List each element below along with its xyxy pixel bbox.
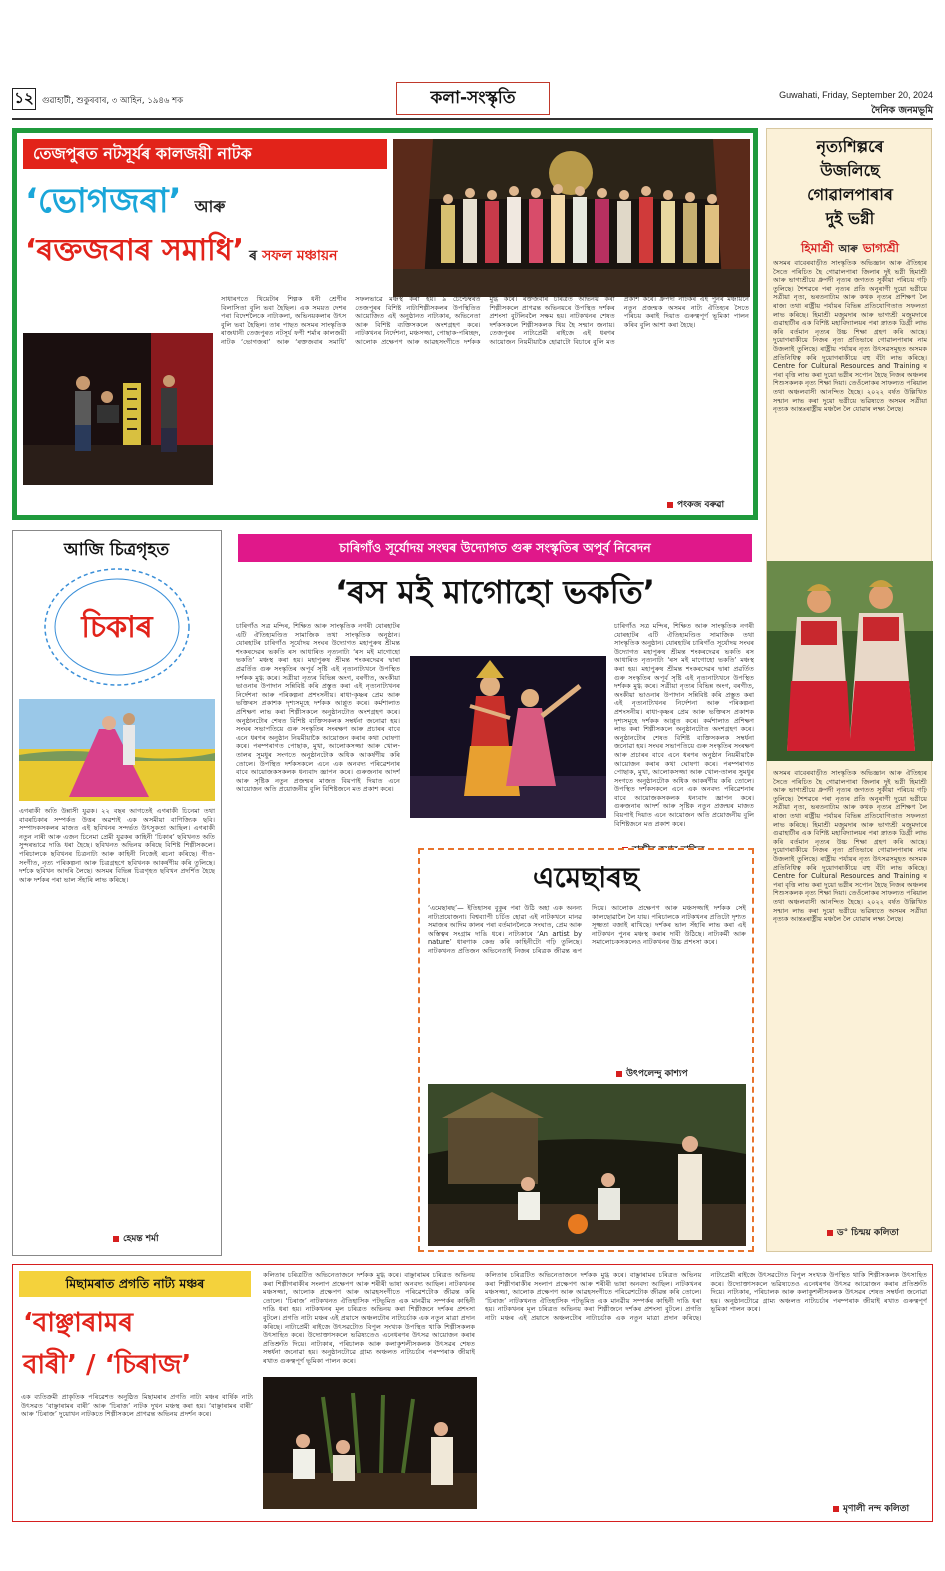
movie-title-badge (43, 567, 191, 687)
movie-still-photo (19, 699, 215, 801)
side-story (766, 128, 932, 1252)
bottom-title-2: বাৰী’ / ‘চিৰাজ’ (23, 1350, 192, 1380)
lead-title-suffix: ৰ (249, 248, 257, 264)
emesaurus-byline: উৎপলেন্দু কাশ্যপ (616, 1066, 688, 1081)
lead-title-1: ‘ভোগজৰা’ (25, 181, 182, 221)
bottom-intro: এক ব্যতিক্ৰমী প্ৰাকৃতিক পৰিৱেশত অনুষ্ঠিত মিছামৰাৰ প্ৰগতি নাট্য মঞ্চৰ বাৰ্ষিক নাট্য উৎসৱত ‘বাঞ্ছাৰামৰ বাৰী’ আৰু ‘চিৰাজ’ নাটক দুখন মঞ্চস্থ কৰা হয়। ‘বাঞ্ছাৰামৰ বাৰী’ আৰু ‘চিৰাজ’ দুয়োখন নাটকতে শিল্পীসকলে প্ৰাণৱন্ত অভিনয় প্ৰদৰ্শন কৰে। (21, 1393, 253, 1419)
dancers-photo (767, 561, 933, 761)
dancers-image (767, 561, 933, 761)
stage-photo (393, 139, 750, 297)
bottom-title-1: ‘বাঞ্ছাৰামৰ (23, 1308, 133, 1338)
side-subtitle-conj: আৰু (838, 244, 858, 255)
emesaurus-photo (428, 1084, 746, 1246)
bottom-stage-image (263, 1377, 477, 1509)
drama-scene-photo (23, 333, 213, 485)
dateline-right: Guwahati, Friday, September 20, 2024 (779, 90, 933, 100)
lead-title-conj: আৰু (194, 197, 226, 216)
main-title: ‘ৰস মই মাগোহো ভকতি’ (335, 573, 655, 611)
dance-drama-photo (410, 656, 606, 818)
lead-headline (25, 177, 401, 287)
bottom-byline: মৃণালী নন্দ কলিতা (833, 1501, 909, 1516)
lead-kicker: তেজপুৰত নটসূৰ্যৰ কালজয়ী নাটক (23, 139, 387, 169)
emesaurus-box (418, 848, 754, 1252)
side-title-line4: দুই ভগ্নী (825, 209, 875, 228)
lead-body: সাধাৰণতে থিয়েটাৰ শিল্পক ধনী শ্ৰেণীৰ বিলাসিতা বুলি ভবা হৈছিল। এক সময়ত দেশৰ পৰা বিদেশলৈকে নাট্যকলা, অভিনয়কলাৰ উৎস বুলি ভবা হৈছিল। তাৰ পাছত অসমৰ সাংস্কৃতিক ৰাজধানী তেজপুৰত নটসূৰ্য ফণী শৰ্মাৰ কালজয়ী নাটক ‘ভোগজৰা’ আৰু ‘ৰক্তজবাৰ সমাধি’ সফলভাৱে মঞ্চস্থ কৰা হয়। ৯ চেপ্টেম্বৰত তেজপুৰৰ বিশিষ্ট নাট্যশিল্পীসকলৰ উপস্থিতিত আয়োজিত এই অনুষ্ঠানত নাট্যকাৰ, অভিনেতা আৰু বিশিষ্ট ব্যক্তিসকলে অংশগ্ৰহণ কৰে। নাটকখনৰ নিৰ্দেশনা, মঞ্চসজ্জা, পোছাক-পৰিচ্ছদ, আলোক প্ৰক্ষেপণ আৰু আৱহসংগীতে দৰ্শকক মুগ্ধ কৰে। ৰক্তজবাৰ চৰিত্ৰত অভিনয় কৰা শিল্পীসকলে প্ৰাণৱন্ত অভিনয়ৰে উপস্থিত দৰ্শকৰ প্ৰশংসা বুটলিবলৈ সক্ষম হয়। নাটকখনৰ শেষত দৰ্শকসকলে শিল্পীসকলক থিয় হৈ সন্মান জনায়। তেজপুৰৰ নাট্যপ্ৰেমী ৰাইজে এই ধৰণৰ আয়োজন নিয়মীয়াকৈ হোৱাটো বিচাৰে বুলি মত প্ৰকাশ কৰে। ধ্ৰুপদী নাটকৰ এই পুনৰ মঞ্চায়নে নতুন প্ৰজন্মক অসমৰ নাট্য ঐতিহ্যৰ সৈতে পৰিচয় কৰাই দিয়াত গুৰুত্বপূৰ্ণ ভূমিকা পালন কৰিব বুলি আশা কৰা হৈছে। (221, 295, 749, 346)
side-title-line1: নৃত্যশিল্পৰে (816, 137, 884, 156)
emesaurus-body: ‘এমেছাৰছ’— ইতিহাসৰ বুকুৰ পৰা উঠি অহা এক অনন্য নাট্যপ্ৰযোজনা। বিশ্বব্যাপী চৰ্চিত হোৱা এই নাটকখনে মানৱ সমাজৰ আদিম কালৰ পৰা বৰ্তমানলৈকে সংঘাত, প্ৰেম আৰু অস্তিত্বৰ সংগ্ৰাম দাঙি ধৰে। নাট্যকাৰে ‘An artist by nature’ ধাৰণাক কেন্দ্ৰ কৰি কাহিনীটো গঢ়ি তুলিছে। নাটকখনত প্ৰতিজন অভিনেতাই নিজৰ চৰিত্ৰক জীৱন্ত ৰূপ দিয়ে। আলোক প্ৰক্ষেপণ আৰু মঞ্চসজ্জাই দৰ্শকক সেই কালছোৱালৈ লৈ যায়। পৰিচালকে নাটকখনৰ প্ৰতিটো দৃশ্যত সূক্ষ্মতা বজাই ৰাখিছে। দৰ্শকৰ ভাল সঁহাৰি লাভ কৰা এই নাটকখন পুনৰ মঞ্চস্থ কৰাৰ দাবী উঠিছে। নাট্যকৰ্মী আৰু সমালোচকসকলেও নাটকখনৰ উচ্চ প্ৰশংসা কৰে। (428, 904, 746, 955)
side-title (771, 135, 929, 231)
bottom-photo (263, 1377, 477, 1509)
main-body-col2: চাৰিগাঁও সত্ৰ মন্দিৰ, শিক্ষিত আৰু সাংস্কৃতিক নগৰী যোৰহাটৰ এটি ঐতিহ্যমণ্ডিত সামাজিক তথা সাংস্কৃতিক অনুষ্ঠান। যোৰহাটৰ চাৰিগাঁও সূৰ্যোদয় সংঘৰ উদ্যোগত মহাপুৰুষ শ্ৰীমন্ত শংকৰদেৱৰ ভকতি ৰস আধাৰিত নৃত্যনাট্য ‘ৰস মই মাগোহো ভকতি’ মঞ্চস্থ কৰা হয়। মহাপুৰুষ শ্ৰীমন্ত শংকৰদেৱৰ দ্বাৰা প্ৰৱৰ্তিত গুৰু সংস্কৃতিৰ অপূৰ্ব সৃষ্টি এই নৃত্যনাট্যখনে উপস্থিত দৰ্শকক মুগ্ধ কৰে। সত্ৰীয়া নৃত্যৰ বিভিন্ন অংগ, বৰগীত, অংকীয়া ভাওনাৰ উপাদান সন্নিবিষ্ট কৰি প্ৰস্তুত কৰা এই নৃত্যনাট্যখনৰ নিৰ্দেশনা আৰু পৰিকল্পনা প্ৰশংসনীয়। ৰাধা-কৃষ্ণৰ প্ৰেম আৰু ভক্তিৰস প্ৰকাশক দৃশ্যসমূহে দৰ্শকক আপ্লুত কৰে। কৰ্মশালাত প্ৰশিক্ষণ লাভ কৰা শিল্পীসকলে অনুষ্ঠানটোত অংশগ্ৰহণ কৰে। অনুষ্ঠানটোৰ শেষত বিশিষ্ট ব্যক্তিসকলক সম্বৰ্ধনা জনোৱা হয়। সংঘৰ সভাপতিয়ে গুৰু সংস্কৃতিৰ সংৰক্ষণ আৰু প্ৰচাৰৰ বাবে এনে ধৰণৰ অনুষ্ঠান নিয়মীয়াকৈ আয়োজন কৰাৰ কথা ঘোষণা কৰে। পৰম্পৰাগত পোছাক, মুখা, আলোকসজ্জা আৰু খোল-তালৰ সুমধুৰ সংগতে অনুষ্ঠানটোক অধিক আকৰ্ষণীয় কৰি তোলে। উপস্থিত দৰ্শকসকলে এনে এক অনবদ্য পৰিৱেশনাৰ বাবে আয়োজকসকলক ধন্যবাদ জ্ঞাপন কৰে। গুৰুজনাৰ আদৰ্শ আৰু সৃষ্টিক নতুন প্ৰজন্মৰ মাজত বিয়পাই দিয়াত এনে আয়োজন অতি প্ৰয়োজনীয় বুলি বিশিষ্টজনে মত প্ৰকাশ কৰে। (614, 622, 754, 828)
side-title-line2: উজলিছে (820, 161, 880, 180)
side-body-bottom: অসমৰ বাবেৰবাড়ীত সাংস্কৃতিক অভিজ্ঞান আৰু ঐতিহ্যৰ সৈতে পৰিচিত হৈ গোৱালপাৰা জিলাৰ দুই ভগ্নী হিমাশ্ৰী আৰু ভাগ্যশ্ৰীয়ে ধ্ৰুপদী নৃত্যৰ জগতত সুকীয়া পৰিচয় গঢ়ি তুলিছে। শৈশৱৰে পৰা নৃত্যৰ প্ৰতি অনুৰাগী দুয়ো ভগ্নীয়ে সত্ৰীয়া নৃত্য, ভৰতনাট্যম আৰু কথক নৃত্যৰ প্ৰশিক্ষণ লৈ ৰাজ্য তথা ৰাষ্ট্ৰীয় পৰ্যায়ৰ বিভিন্ন প্ৰতিযোগিতাত সফলতা লাভ কৰিছে। হিমাশ্ৰী মজুমদাৰ আৰু ভাগ্যশ্ৰী মজুমদাৰে গুৱাহাটীৰ এক বিশিষ্ট মহাবিদ্যালয়ৰ পৰা স্নাতক ডিগ্ৰী লাভ কৰি বৰ্তমান নৃত্যৰ উচ্চ শিক্ষা গ্ৰহণ কৰি আছে। দুয়োগৰাকীয়ে নিজৰ নৃত্য প্ৰতিভাৰে গোৱালপাৰাৰ নাম উজলাই তুলিছে। ৰাষ্ট্ৰীয় পৰ্যায়ৰ নৃত্য উৎসৱসমূহত অসমক প্ৰতিনিধিত্ব কৰি দুয়োগৰাকীয়ে বহু বঁটা লাভ কৰিছে। Centre for Cultural Resources and Training ৰ পৰা বৃত্তি লাভ কৰা দুয়ো ভগ্নীৰ সপোন হৈছে নিজৰ অঞ্চলৰ শিশুসকলক নৃত্য শিক্ষা দিয়া। তেওঁলোকৰ সাফল্যত পৰিয়াল তথা অঞ্চলবাসী আনন্দিত হৈছে। ২০২২ বৰ্ষত উল্লিখিত সন্মান লাভ কৰা দুয়ো ভগ্নীয়ে ভৱিষ্যতে অসমৰ সত্ৰীয়া নৃত্যক আন্তঃৰাষ্ট্ৰীয় মঞ্চলৈ লৈ যোৱাৰ লক্ষ্য লৈছে। (773, 769, 927, 924)
paper-name: দৈনিক জনমভূমি (871, 105, 933, 116)
side-title-line3: গোৱালপাৰাৰ (807, 185, 893, 204)
stage-photo-image (393, 139, 750, 297)
cinema-box (12, 530, 222, 1256)
lead-story (12, 128, 758, 520)
main-story (232, 530, 758, 1256)
bottom-body-upper: কলিতাৰ চৰিত্ৰটিত অভিনেতাজনে দৰ্শকক মুগ্ধ কৰে। বাঞ্ছাৰামৰ চৰিত্ৰত অভিনয় কৰা শিল্পীগৰাকীৰ সংলাপ প্ৰক্ষেপণ আৰু শৰীৰী ভাষা অনবদ্য আছিল। নাটকখনৰ মঞ্চসজ্জা, আলোক প্ৰক্ষেপণ আৰু আৱহসংগীতে পৰিৱেশটোক জীৱন্ত কৰি তোলে। ‘চিৰাজ’ নাটকখনত ঐতিহাসিক পটভূমিত এক মানৱীয় সম্পৰ্কৰ কাহিনী দাঙি ধৰা হয়। নাটকখনৰ মূল চৰিত্ৰত অভিনয় কৰা শিল্পীজনে দৰ্শকৰ প্ৰশংসা বুটলে। প্ৰগতি নাট্য মঞ্চৰ এই প্ৰয়াসে অঞ্চলটোৰ নাট্যচৰ্চাক এক নতুন মাত্ৰা প্ৰদান কৰিছে। নাট্যপ্ৰেমী ৰাইজে উৎসৱটোত বিপুল সংখ্যক উপস্থিত থাকি শিল্পীসকলক উৎসাহিত কৰে। উদ্যোক্তাসকলে ভৱিষ্যতেও এনেধৰণৰ উৎসৱ আয়োজন কৰাৰ প্ৰতিশ্ৰুতি দিয়ে। নাট্যকাৰ, পৰিচালক আৰু কলাকুশলীসকলক উৎসৱৰ শেষত সম্বৰ্ধনা জনোৱা হয়। অনুষ্ঠানটোৱে গ্ৰাম্য অঞ্চলত নাট্যচৰ্চাৰ পৰম্পৰাক জীয়াই ৰখাত গুৰুত্বপূৰ্ণ ভূমিকা পালন কৰে। (263, 1271, 475, 1365)
bottom-kicker: মিছামৰাত প্ৰগতি নাট্য মঞ্চৰ (19, 1271, 251, 1297)
bottom-body: কলিতাৰ চৰিত্ৰটিত অভিনেতাজনে দৰ্শকক মুগ্ধ কৰে। বাঞ্ছাৰামৰ চৰিত্ৰত অভিনয় কৰা শিল্পীগৰাকীৰ সংলাপ প্ৰক্ষেপণ আৰু শৰীৰী ভাষা অনবদ্য আছিল। নাটকখনৰ মঞ্চসজ্জা, আলোক প্ৰক্ষেপণ আৰু আৱহসংগীতে পৰিৱেশটোক জীৱন্ত কৰি তোলে। ‘চিৰাজ’ নাটকখনত ঐতিহাসিক পটভূমিত এক মানৱীয় সম্পৰ্কৰ কাহিনী দাঙি ধৰা হয়। নাটকখনৰ মূল চৰিত্ৰত অভিনয় কৰা শিল্পীজনে দৰ্শকৰ প্ৰশংসা বুটলে। প্ৰগতি নাট্য মঞ্চৰ এই প্ৰয়াসে অঞ্চলটোৰ নাট্যচৰ্চাক এক নতুন মাত্ৰা প্ৰদান কৰিছে। নাট্যপ্ৰেমী ৰাইজে উৎসৱটোত বিপুল সংখ্যক উপস্থিত থাকি শিল্পীসকলক উৎসাহিত কৰে। উদ্যোক্তাসকলে ভৱিষ্যতেও এনেধৰণৰ উৎসৱ আয়োজন কৰাৰ প্ৰতিশ্ৰুতি দিয়ে। নাট্যকাৰ, পৰিচালক আৰু কলাকুশলীসকলক উৎসৱৰ শেষত সম্বৰ্ধনা জনোৱা হয়। অনুষ্ঠানটোৱে গ্ৰাম্য অঞ্চলত নাট্যচৰ্চাৰ পৰম্পৰাক জীয়াই ৰখাত গুৰুত্বপূৰ্ণ ভূমিকা পালন কৰে। (485, 1271, 927, 1322)
cinema-body: এগৰাকী অতি উন্নাসী যুৱক। ২২ বছৰ আগতেই এগৰাকী চিনেমা তথা বাবৰচিকাৰ সম্পৰ্কত উত্তৰ অৱশ্যই এক অসমীয়া বাণিজ্যিক ছবি। সম্পাদকসকলৰ মাজত এই ছবিখনৰ সন্দৰ্ভত উৎসুকতা আছিল। এগৰাকী নতুন নাৰী আৰু এজন চিনেমা প্ৰেমী যুৱকৰ কাহিনী ‘চিকাৰ’ ছবিখনত অতি সুন্দৰভাৱে দাঙি ধৰা হৈছে। ছবিখনত অভিনয় কৰিছে বিশিষ্ট শিল্পীসকলে। পৰিচালকে ছবিখনৰ চিত্ৰনাট্য আৰু কাহিনী নিজেই ৰচনা কৰিছে। গীত-সংগীত, নৃত্য পৰিকল্পনা আৰু চিত্ৰগ্ৰহণে ছবিখনক আকৰ্ষণীয় কৰি তুলিছে। দৰ্শকে ছবিখন আদৰি লৈছে। অসমৰ বিভিন্ন চিত্ৰগৃহত ছবিখন প্ৰদৰ্শিত হৈছে আৰু দৰ্শকৰ পৰা ভাল সঁহাৰি লাভ কৰিছে। (19, 807, 215, 884)
cinema-byline: হেমন্ত শৰ্মা (113, 1231, 159, 1246)
dateline-left: গুৱাহাটী, শুকুৰবাৰ, ৩ আহিন, ১৯৪৬ শক (42, 96, 184, 106)
side-body-top: অসমৰ বাবেৰবাড়ীত সাংস্কৃতিক অভিজ্ঞান আৰু ঐতিহ্যৰ সৈতে পৰিচিত হৈ গোৱালপাৰা জিলাৰ দুই ভগ্নী হিমাশ্ৰী আৰু ভাগ্যশ্ৰীয়ে ধ্ৰুপদী নৃত্যৰ জগতত সুকীয়া পৰিচয় গঢ়ি তুলিছে। শৈশৱৰে পৰা নৃত্যৰ প্ৰতি অনুৰাগী দুয়ো ভগ্নীয়ে সত্ৰীয়া নৃত্য, ভৰতনাট্যম আৰু কথক নৃত্যৰ প্ৰশিক্ষণ লৈ ৰাজ্য তথা ৰাষ্ট্ৰীয় পৰ্যায়ৰ বিভিন্ন প্ৰতিযোগিতাত সফলতা লাভ কৰিছে। হিমাশ্ৰী মজুমদাৰ আৰু ভাগ্যশ্ৰী মজুমদাৰে গুৱাহাটীৰ এক বিশিষ্ট মহাবিদ্যালয়ৰ পৰা স্নাতক ডিগ্ৰী লাভ কৰি বৰ্তমান নৃত্যৰ উচ্চ শিক্ষা গ্ৰহণ কৰি আছে। দুয়োগৰাকীয়ে নিজৰ নৃত্য প্ৰতিভাৰে গোৱালপাৰাৰ নাম উজলাই তুলিছে। ৰাষ্ট্ৰীয় পৰ্যায়ৰ নৃত্য উৎসৱসমূহত অসমক প্ৰতিনিধিত্ব কৰি দুয়োগৰাকীয়ে বহু বঁটা লাভ কৰিছে। Centre for Cultural Resources and Training ৰ পৰা বৃত্তি লাভ কৰা দুয়ো ভগ্নীৰ সপোন হৈছে নিজৰ অঞ্চলৰ শিশুসকলক নৃত্য শিক্ষা দিয়া। তেওঁলোকৰ সাফল্যত পৰিয়াল তথা অঞ্চলবাসী আনন্দিত হৈছে। ২০২২ বৰ্ষত উল্লিখিত সন্মান লাভ কৰা দুয়ো ভগ্নীয়ে ভৱিষ্যতে অসমৰ সত্ৰীয়া নৃত্যক আন্তঃৰাষ্ট্ৰীয় মঞ্চলৈ লৈ যোৱাৰ লক্ষ্য লৈছে। (773, 259, 927, 414)
side-subtitle-name2: ভাগ্যশ্ৰী (862, 241, 899, 255)
header-rule (12, 118, 933, 120)
masthead (12, 82, 933, 128)
section-title: কলা-সংস্কৃতি (396, 82, 550, 115)
emesaurus-title: এমেছাৰছ (533, 861, 639, 894)
cinema-label: আজি চিত্ৰগৃহত (63, 540, 170, 560)
emesaurus-image (428, 1084, 746, 1246)
side-subtitle-name1: হিমাশ্ৰী (800, 241, 834, 255)
side-subtitle (771, 237, 929, 260)
page-number: ১২ (12, 88, 36, 110)
movie-title: চিকাৰ (81, 610, 153, 645)
main-kicker: চাৰিগাঁও সূৰ্যোদয় সংঘৰ উদ্যোগত গুৰু সংস্কৃতিৰ অপূৰ্ব নিবেদন (238, 534, 752, 562)
bottom-story (12, 1264, 933, 1522)
main-body-col1: চাৰিগাঁও সত্ৰ মন্দিৰ, শিক্ষিত আৰু সাংস্কৃতিক নগৰী যোৰহাটৰ এটি ঐতিহ্যমণ্ডিত সামাজিক তথা সাংস্কৃতিক অনুষ্ঠান। যোৰহাটৰ চাৰিগাঁও সূৰ্যোদয় সংঘৰ উদ্যোগত মহাপুৰুষ শ্ৰীমন্ত শংকৰদেৱৰ ভকতি ৰস আধাৰিত নৃত্যনাট্য ‘ৰস মই মাগোহো ভকতি’ মঞ্চস্থ কৰা হয়। মহাপুৰুষ শ্ৰীমন্ত শংকৰদেৱৰ দ্বাৰা প্ৰৱৰ্তিত গুৰু সংস্কৃতিৰ অপূৰ্ব সৃষ্টি এই নৃত্যনাট্যখনে উপস্থিত দৰ্শকক মুগ্ধ কৰে। সত্ৰীয়া নৃত্যৰ বিভিন্ন অংগ, বৰগীত, অংকীয়া ভাওনাৰ উপাদান সন্নিবিষ্ট কৰি প্ৰস্তুত কৰা এই নৃত্যনাট্যখনৰ নিৰ্দেশনা আৰু পৰিকল্পনা প্ৰশংসনীয়। ৰাধা-কৃষ্ণৰ প্ৰেম আৰু ভক্তিৰস প্ৰকাশক দৃশ্যসমূহে দৰ্শকক আপ্লুত কৰে। কৰ্মশালাত প্ৰশিক্ষণ লাভ কৰা শিল্পীসকলে অনুষ্ঠানটোত অংশগ্ৰহণ কৰে। অনুষ্ঠানটোৰ শেষত বিশিষ্ট ব্যক্তিসকলক সম্বৰ্ধনা জনোৱা হয়। সংঘৰ সভাপতিয়ে গুৰু সংস্কৃতিৰ সংৰক্ষণ আৰু প্ৰচাৰৰ বাবে এনে ধৰণৰ অনুষ্ঠান নিয়মীয়াকৈ আয়োজন কৰাৰ কথা ঘোষণা কৰে। পৰম্পৰাগত পোছাক, মুখা, আলোকসজ্জা আৰু খোল-তালৰ সুমধুৰ সংগতে অনুষ্ঠানটোক অধিক আকৰ্ষণীয় কৰি তোলে। উপস্থিত দৰ্শকসকলে এনে এক অনবদ্য পৰিৱেশনাৰ বাবে আয়োজকসকলক ধন্যবাদ জ্ঞাপন কৰে। গুৰুজনাৰ আদৰ্শ আৰু সৃষ্টিক নতুন প্ৰজন্মৰ মাজত বিয়পাই দিয়াত এনে আয়োজন অতি প্ৰয়োজনীয় বুলি বিশিষ্টজনে মত প্ৰকাশ কৰে। (236, 622, 400, 794)
side-byline: ড° চিন্ময় কলিতা (827, 1225, 899, 1240)
lead-title-tail: সফল মঞ্চায়ন (262, 248, 338, 264)
dance-drama-image (410, 656, 606, 818)
lead-title-2: ‘ৰক্তজবাৰ সমাধি’ (25, 233, 244, 268)
lead-byline: পংকজ বৰুৱা (667, 497, 724, 512)
movie-still-image (19, 699, 215, 801)
drama-scene-image (23, 333, 213, 485)
